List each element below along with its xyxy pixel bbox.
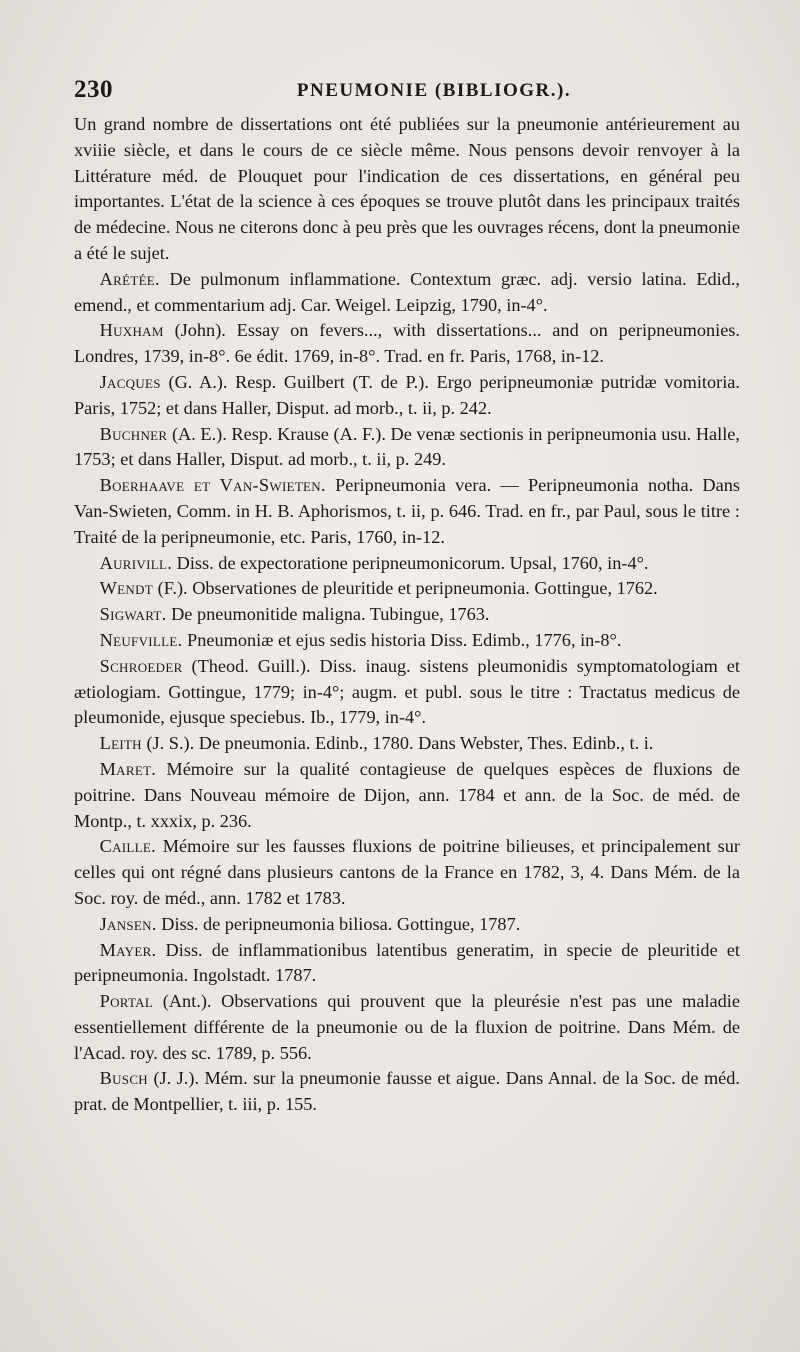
entry-citation: (J. J.). Mém. sur la pneumonie fausse et aigue. Dans Annal. de la Soc. de méd. prat. de Montpellier, t. iii, p. 155. (74, 1068, 740, 1115)
entry-citation: (J. S.). De pneumonia. Edinb., 1780. Dans Webster, Thes. Edinb., t. i. (141, 733, 654, 754)
bibliography-entry (74, 654, 740, 731)
bibliography-entry (74, 267, 740, 319)
entry-author: Mayer. (99, 939, 157, 960)
entry-author: Wendt (99, 578, 154, 599)
bibliography-entry (74, 370, 740, 422)
bibliography-entry (74, 551, 740, 577)
entry-author: Leith (99, 733, 142, 754)
entry-author: Schroeder (99, 655, 183, 676)
entry-citation: Mémoire sur les fausses fluxions de poitrine bilieuses, et principalement sur celles qui ont régné dans plusieurs cantons de la France en 1782, 3, 4. Dans Mém. de la Soc. roy. de méd., ann. 1782 et 1783. (74, 836, 740, 908)
entry-citation: (G. A.). Resp. Guilbert (T. de P.). Ergo peripneumoniæ putridæ vomitoria. Paris, 1752; et dans Haller, Disput. ad morb., t. ii, p. 242. (74, 371, 740, 418)
entry-author: Neufville. (99, 629, 183, 650)
entry-citation: De pulmonum inflammatione. Contextum græc. adj. versio latina. Edid., emend., et commentarium adj. Car. Weigel. Leipzig, 1790, in-4°. (74, 268, 740, 315)
page-number: 230 (74, 76, 113, 103)
entry-citation: Peripneumonia vera. — Peripneumonia notha. Dans Van-Swieten, Comm. in H. B. Aphorismos, t. ii, p. 646. Trad. en fr., par Paul, sous le titre : Traité de la peripneumonie, etc. Paris, 1760, in-12. (74, 475, 740, 547)
entry-author: Portal (99, 991, 154, 1012)
bibliography-entry (74, 628, 740, 654)
running-title: PNEUMONIE (BIBLIOGR.). (296, 80, 572, 101)
entry-author: Buchner (99, 423, 168, 444)
entry-citation: Pneumoniæ et ejus sedis historia Diss. Edimb., 1776, in-8°. (182, 629, 622, 650)
bibliography-entry (74, 473, 740, 550)
entry-citation: (Ant.). Observations qui prouvent que la pleurésie n'est pas une maladie essentiellement différente de la pneumonie ou de la fluxion de poitrine. Dans Mém. de l'Acad. roy. des sc. 1789, p. 556. (74, 991, 740, 1063)
bibliography-list (74, 267, 740, 1118)
bibliography-entry (74, 834, 740, 911)
intro-paragraph: Un grand nombre de dissertations ont été publiées sur la pneumonie antérieurement au xviiie siècle, et dans le cours de ce siècle même. Nous pensons devoir renvoyer à la Littérature méd. de Plouquet pour l'indication de ces dissertations, en général peu importantes. L'état de la science à ces époques se trouve plutôt dans les principaux traités de médecine. Nous ne citerons donc à peu près que les ouvrages récens, dont la pneumonie a été le sujet. (74, 114, 740, 263)
bibliography-entry (74, 989, 740, 1066)
page-header (74, 76, 744, 106)
entry-author: Aurivill. (99, 552, 173, 573)
bibliography-entry (74, 1066, 740, 1118)
bibliography-entry (74, 602, 740, 628)
bibliography-entry (74, 576, 740, 602)
entry-citation: Diss. de inflammationibus latentibus generatim, in specie de pleuritide et peripneumonia. Ingolstadt. 1787. (74, 939, 740, 986)
bibliography-entry (74, 938, 740, 990)
entry-author: Jacques (99, 371, 161, 392)
entry-citation: (Theod. Guill.). Diss. inaug. sistens pleumonidis symptomatologiam et ætiologiam. Gottingue, 1779; in-4°; augm. et publ. sous le titre : Tractatus medicus de pleumonide, ejusque speciebus. Ib., 1779, in-4°. (74, 655, 740, 728)
entry-citation: Diss. de expectoratione peripneumonicorum. Upsal, 1760, in-4°. (172, 552, 649, 573)
entry-citation: De pneumonitide maligna. Tubingue, 1763. (166, 604, 490, 625)
entry-author: Boerhaave et Van-Swieten. (99, 475, 326, 496)
entry-citation: Mémoire sur la qualité contagieuse de quelques espèces de fluxions de poitrine. Dans Nouveau mémoire de Dijon, ann. 1784 et ann. de la Soc. de méd. de Montp., t. xxxix, p. 236. (74, 758, 740, 831)
entry-author: Jansen. (99, 913, 157, 934)
entry-citation: (F.). Observationes de pleuritide et peripneumonia. Gottingue, 1762. (153, 578, 658, 599)
bibliography-entry (74, 422, 740, 474)
entry-citation: (John). Essay on fevers..., with dissertations... and on peripneumonies. Londres, 1739, in-8°. 6e édit. 1769, in-8°. Trad. en fr. Paris, 1768, in-12. (74, 320, 740, 367)
bibliography-entry (74, 757, 740, 834)
bibliography-entry (74, 912, 740, 938)
entry-citation: Diss. de peripneumonia biliosa. Gottingue, 1787. (156, 913, 521, 934)
bibliography-entry (74, 318, 740, 370)
entry-author: Sigwart. (99, 604, 167, 625)
bibliography-text (74, 112, 740, 1118)
entry-citation: (A. E.). Resp. Krause (A. F.). De venæ sectionis in peripneumonia usu. Halle, 1753; et dans Haller, Disput. ad morb., t. ii, p. 249. (74, 423, 740, 470)
entry-author: Maret. (99, 758, 157, 779)
entry-author: Huxham (99, 320, 164, 341)
entry-author: Busch (99, 1068, 148, 1089)
entry-author: Caille. (99, 836, 157, 857)
bibliography-entry (74, 731, 740, 757)
entry-author: Arétée. (99, 268, 160, 289)
